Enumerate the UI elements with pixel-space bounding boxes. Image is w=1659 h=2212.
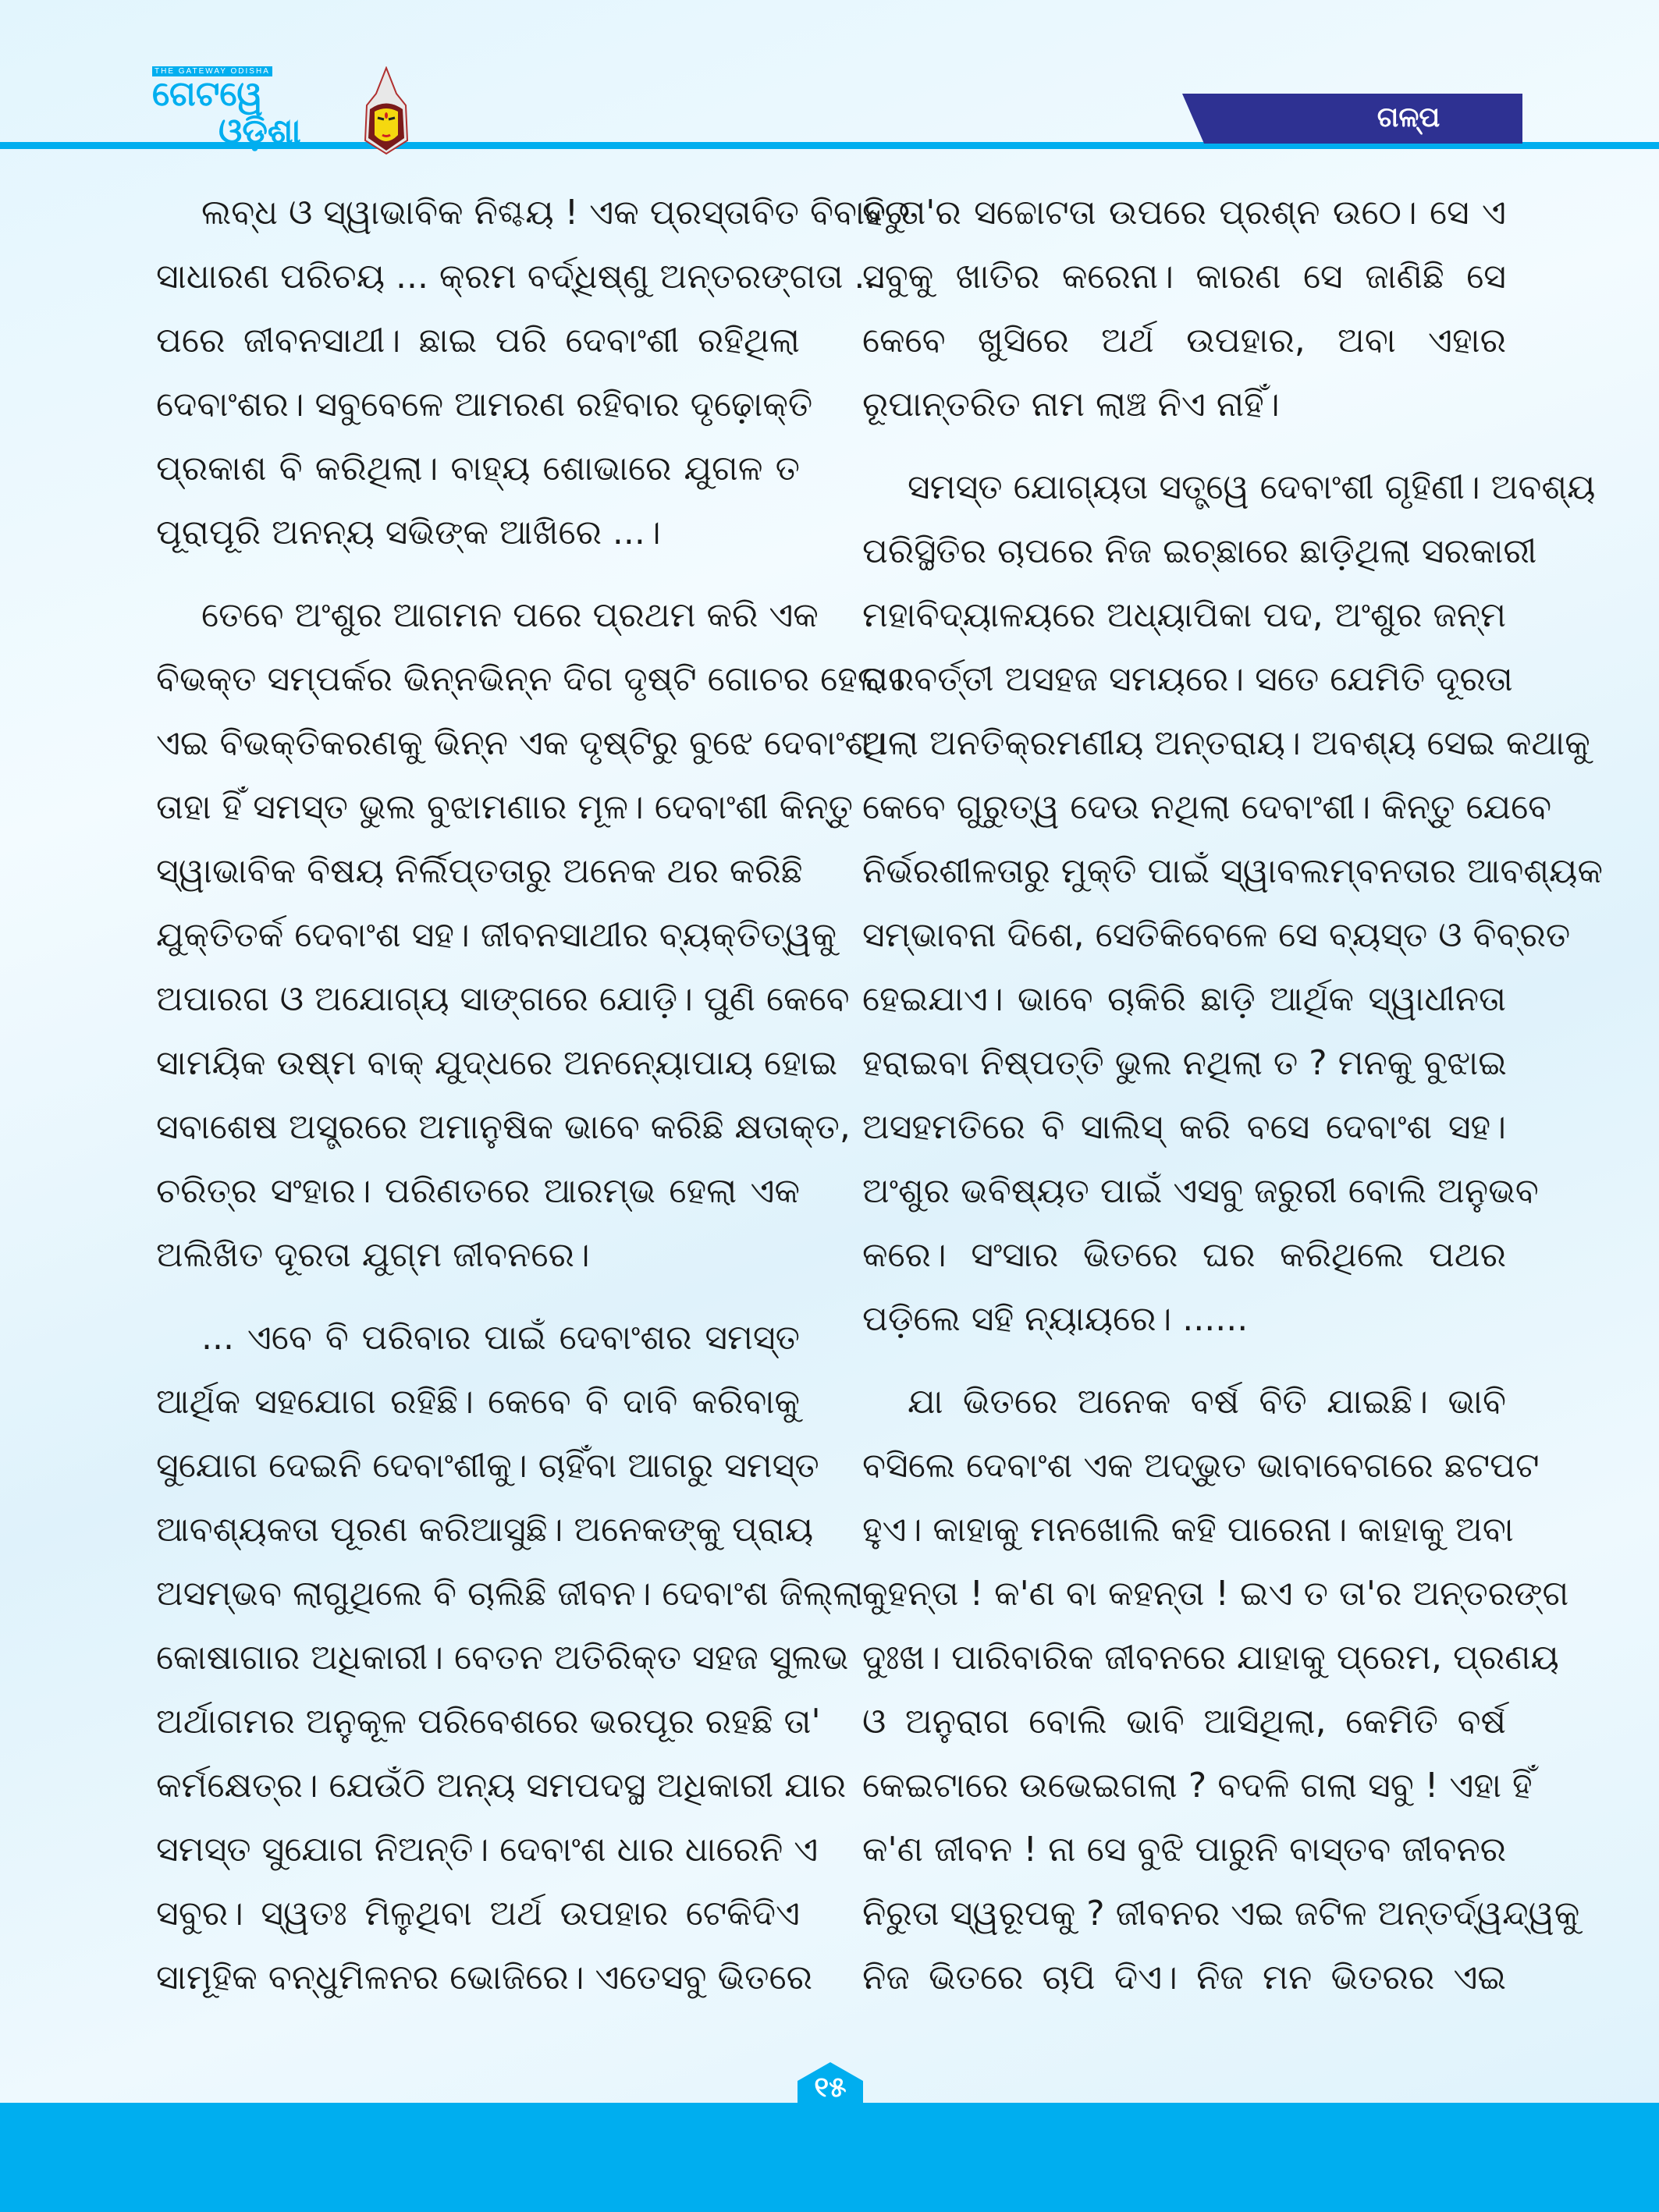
text-line: ସବୁର। ସ୍ୱତଃ ମିଳୁଥିବା ଅର୍ଥ ଉପହାର ଟେକିଦିଏ [156, 1894, 800, 1933]
text-line: ଅପାରଗ ଓ ଅଯୋଗ୍ୟ ସାଙ୍ଗରେ ଯୋଡ଼ି। ପୁଣି କେବେ [156, 979, 850, 1019]
text-line: ଅସମ୍ଭବ ଲାଗୁଥିଲେ ବି ଚାଲିଛି ଜୀବନ। ଦେବାଂଶ ଜିଲ୍ଲା [156, 1574, 864, 1614]
text-line: ମହାବିଦ୍ୟାଳୟରେ ଅଧ୍ୟାପିକା ପଦ, ଅଂଶୁର ଜନ୍ମ [862, 595, 1506, 635]
text-line: ତେବେ ଅଂଶୁର ଆଗମନ ପରେ ପ୍ରଥମ କରି ଏକ [201, 595, 819, 635]
section-tab [1182, 94, 1522, 144]
text-line: ସାଧାରଣ ପରିଚୟ ... କ୍ରମ ବର୍ଦ୍ଧିଷ୍ଣୁ ଅନ୍ତରଙ୍ଗତା ... [156, 257, 887, 296]
text-line: ପରେ ଜୀବନସାଥୀ। ଛାଇ ପରି ଦେବାଂଶୀ ରହିଥିଲା [156, 321, 800, 360]
text-line: ସାମୟିକ ଉଷ୍ମ ବାକ୍ ଯୁଦ୍ଧରେ ଅନନ୍ୟୋପାୟ ହୋଇ [156, 1043, 838, 1083]
text-line: ଥିଲା ଅନତିକ୍ରମଣୀୟ ଅନ୍ତରାୟ। ଅବଶ୍ୟ ସେଇ କଥାକୁ [862, 723, 1590, 763]
paragraph [862, 181, 1506, 437]
text-line: ହୁଏ। କାହାକୁ ମନଖୋଲି କହି ପାରେନା। କାହାକୁ ଅବା [862, 1510, 1514, 1550]
text-line: ନିର୍ଭରଶୀଳତାରୁ ମୁକ୍ତି ପାଇଁ ସ୍ୱାବଲମ୍ବନତାର ଆବଶ୍ୟକ [862, 851, 1603, 891]
magazine-logo [152, 66, 417, 156]
text-line: ଦେବାଂଶର। ସବୁବେଳେ ଆମରଣ ରହିବାର ଦୃଢ଼ୋକ୍ତି [156, 385, 813, 424]
text-line: ପଡ଼ିଲେ ସହି ନ୍ୟାୟରେ। ...... [862, 1299, 1249, 1339]
text-line: ସାମୂହିକ ବନ୍ଧୁମିଳନର ଭୋଜିରେ। ଏତେସବୁ ଭିତରେ [156, 1958, 812, 1997]
text-line: କେବେ ଖୁସିରେ ଅର୍ଥ ଉପହାର, ଅବା ଏହାର [862, 321, 1506, 360]
text-line: ଚରିତ୍ର ସଂହାର। ପରିଣତରେ ଆରମ୍ଭ ହେଲା ଏକ [156, 1171, 800, 1211]
text-line: ବସିଲେ ଦେବାଂଶ ଏକ ଅଦ୍ଭୁତ ଭାବାବେଗରେ ଛଟପଟ [862, 1446, 1540, 1486]
paragraph [156, 1306, 864, 2010]
footer-band [0, 2103, 1659, 2212]
logo-tagline: THE GATEWAY ODISHA [152, 66, 272, 76]
paragraph [156, 584, 904, 1287]
text-line: ବିଭକ୍ତ ସମ୍ପର୍କର ଭିନ୍ନଭିନ୍ନ ଦିଗ ଦୃଷ୍ଟି ଗୋଚର ହେଲା। [156, 659, 904, 699]
text-line: ... ଏବେ ବି ପରିବାର ପାଇଁ ଦେବାଂଶର ସମସ୍ତ [201, 1318, 800, 1358]
text-line: ସମ୍ଭାବନା ଦିଶେ, ସେତିକିବେଳେ ସେ ବ୍ୟସ୍ତ ଓ ବିବ୍ରତ [862, 915, 1571, 955]
text-line: ବି ତା'ର ସଚ୍ଚୋଟତା ଉପରେ ପ୍ରଶ୍ନ ଉଠେ। ସେ ଏ [862, 193, 1506, 233]
text-line: ହରାଇବା ନିଷ୍ପତ୍ତି ଭୁଲ ନଥିଲା ତ ? ମନକୁ ବୁଝାଇ [862, 1043, 1507, 1083]
section-label: ଗଳ୍ପ [1377, 101, 1441, 133]
text-line: ଓ ଅନୁରାଗ ବୋଲି ଭାବି ଆସିଥିଲା, କେମିତି ବର୍ଷ [862, 1702, 1506, 1742]
right-column [862, 181, 1603, 2029]
logo-line-2: ଓଡ଼ିଶା [218, 112, 301, 151]
text-line: ହେଇଯାଏ। ଭାବେ ଚାକିରି ଛାଡ଼ି ଆର୍ଥିକ ସ୍ୱାଧୀନତା [862, 979, 1506, 1019]
paragraph [862, 1370, 1580, 2010]
goddess-face-icon [359, 66, 414, 156]
text-line: ଅଲିଖିତ ଦୂରତା ଯୁଗ୍ମ ଜୀବନରେ। [156, 1235, 590, 1275]
text-line: କେଇଟାରେ ଉଭେଇଗଲା ? ବଦଳି ଗଲା ସବୁ ! ଏହା ହିଁ [862, 1766, 1533, 1805]
text-line: ଅସହମତିରେ ବି ସାଲିସ୍ କରି ବସେ ଦେବାଂଶ ସହ। [862, 1107, 1506, 1147]
text-line: ଅଂଶୁର ଭବିଷ୍ୟତ ପାଇଁ ଏସବୁ ଜରୁରୀ ବୋଲି ଅନୁଭବ [862, 1171, 1539, 1211]
text-line: ସୁଯୋଗ ଦେଇନି ଦେବାଂଶୀକୁ। ଚାହିଁବା ଆଗରୁ ସମସ୍ତ [156, 1446, 819, 1486]
text-line: ଏଇ ବିଭକ୍ତିକରଣକୁ ଭିନ୍ନ ଏକ ଦୃଷ୍ଟିରୁ ବୁଝେ ଦେବାଂଶ। [156, 723, 886, 763]
text-line: ଯା ଭିତରେ ଅନେକ ବର୍ଷ ବିତି ଯାଇଛି। ଭାବି [908, 1382, 1506, 1422]
text-line: ଲବ୍ଧ ଓ ସ୍ୱାଭାବିକ ନିଶ୍ଚୟ ! ଏକ ପ୍ରସ୍ତାବିତ ବିବାହରୁ [201, 193, 911, 233]
paragraph [156, 181, 911, 565]
text-line: ପରବର୍ତ୍ତୀ ଅସହଜ ସମୟରେ। ସତେ ଯେମିତି ଦୂରତା [862, 659, 1513, 699]
text-line: ପ୍ରକାଶ ବି କରିଥିଲା। ବାହ୍ୟ ଶୋଭାରେ ଯୁଗଳ ତ [156, 449, 800, 488]
text-line: ତାହା ହିଁ ସମସ୍ତ ଭୁଲ ବୁଝାମଣାର ମୂଳ। ଦେବାଂଶୀ କିନ୍ତୁ [156, 787, 853, 827]
text-line: ଅର୍ଥାଗମର ଅନୁକୂଳ ପରିବେଶରେ ଭରପୂର ରହଛି ତା' [156, 1702, 821, 1742]
text-line: କୁହନ୍ତା ! କ'ଣ ବା କହନ୍ତା ! ଇଏ ତ ତା'ର ଅନ୍ତରଙ୍ଗ [862, 1574, 1569, 1614]
text-line: କେବେ ଗୁରୁତ୍ୱ ଦେଉ ନଥିଲା ଦେବାଂଶୀ। କିନ୍ତୁ ଯେବେ [862, 787, 1552, 827]
text-line: ସବାଶେଷ ଅସ୍ତ୍ରରେ ଅମାନୁଷିକ ଭାବେ କରିଛି କ୍ଷତାକ୍ତ, [156, 1107, 851, 1147]
text-line: ରୂପାନ୍ତରିତ ନାମ ଲାଞ୍ଚ ନିଏ ନାହିଁ। [862, 385, 1280, 424]
text-line: ଯୁକ୍ତିତର୍କ ଦେବାଂଶ ସହ। ଜୀବନସାଥୀର ବ୍ୟକ୍ତିତ୍ୱକୁ [156, 915, 837, 955]
text-line: ପରିସ୍ଥିତିର ଚାପରେ ନିଜ ଇଚ୍ଛାରେ ଛାଡ଼ିଥିଲା ସରକାରୀ [862, 531, 1537, 571]
text-line: କରେ। ସଂସାର ଭିତରେ ଘର କରିଥିଲେ ପଥର [862, 1235, 1506, 1275]
text-line: ସ୍ୱାଭାବିକ ବିଷୟ ନିର୍ଲିପ୍ତତାରୁ ଅନେକ ଥର କରିଛି [156, 851, 803, 891]
page-number: ୧୫ [814, 2072, 847, 2104]
logo-line-1: ଗେଟୱେ [152, 74, 263, 114]
text-line: ଆବଶ୍ୟକତା ପୂରଣ କରିଆସୁଛି। ଅନେକଙ୍କୁ ପ୍ରାୟ [156, 1510, 814, 1550]
text-line: ନିରୁତା ସ୍ୱରୂପକୁ ? ଜୀବନର ଏଇ ଜଟିଳ ଅନ୍ତର୍ଦ୍ୱନ୍ଦ୍ୱକୁ [862, 1894, 1580, 1933]
text-line: ସବୁକୁ ଖାତିର କରେନା। କାରଣ ସେ ଜାଣିଛି ସେ [862, 257, 1506, 296]
left-column [156, 181, 911, 2029]
text-line: କ'ଣ ଜୀବନ ! ନା ସେ ବୁଝି ପାରୁନି ବାସ୍ତବ ଜୀବନର [862, 1830, 1506, 1869]
text-line: ନିଜ ଭିତରେ ଚାପି ଦିଏ। ନିଜ ମନ ଭିତରର ଏଇ [862, 1958, 1506, 1997]
paragraph [862, 456, 1603, 1351]
text-line: ସମସ୍ତ ସୁଯୋଗ ନିଅନ୍ତି। ଦେବାଂଶ ଧାର ଧାରେନି ଏ [156, 1830, 819, 1869]
text-line: ପୂରାପୂରି ଅନନ୍ୟ ସଭିଙ୍କ ଆଖିରେ ...। [156, 513, 661, 552]
page-number-badge [798, 2062, 863, 2109]
text-line: ଆର୍ଥିକ ସହଯୋଗ ରହିଛି। କେବେ ବି ଦାବି କରିବାକୁ [156, 1382, 800, 1422]
text-line: ଦୁଃଖ। ପାରିବାରିକ ଜୀବନରେ ଯାହାକୁ ପ୍ରେମ, ପ୍ରଣୟ [862, 1638, 1559, 1678]
text-line: କର୍ମକ୍ଷେତ୍ର। ଯେଉଁଠି ଅନ୍ୟ ସମପଦସ୍ଥ ଅଧିକାରୀ ଯାର [156, 1766, 847, 1805]
text-line: କୋଷାଗାର ଅଧିକାରୀ। ବେତନ ଅତିରିକ୍ତ ସହଜ ସୁଲଭ [156, 1638, 849, 1678]
text-line: ସମସ୍ତ ଯୋଗ୍ୟତା ସତ୍ତ୍ୱେ ଦେବାଂଶୀ ଗୃହିଣୀ। ଅବଶ୍ୟ [908, 467, 1596, 507]
